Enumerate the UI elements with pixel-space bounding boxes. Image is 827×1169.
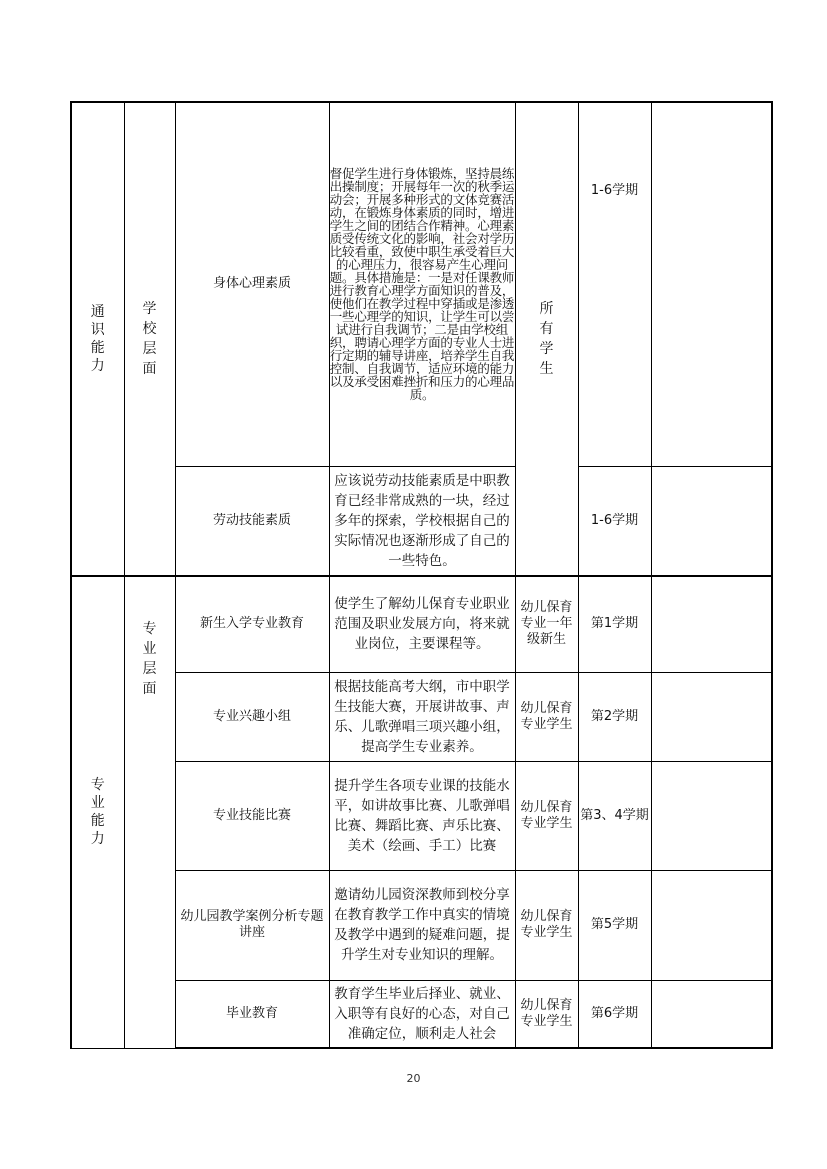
course-cell: 专业兴趣小组 xyxy=(175,672,329,761)
period-cell: 第6学期 xyxy=(578,980,651,1048)
target-cell: 幼儿保育专业学生 xyxy=(515,870,578,980)
period-cell: 1-6学期 xyxy=(578,102,651,466)
ability-cell-professional xyxy=(71,576,124,1048)
description-cell: 根据技能高考大纲，市中职学生技能大赛，开展讲故事、声乐、儿歌弹唱三项兴趣小组，提高学生专业素养。 xyxy=(329,672,515,761)
description-cell: 应该说劳动技能素质是中职教育已经非常成熟的一块，经过多年的探索，学校根据自己的实际情况也逐渐形成了自己的一些特色。 xyxy=(329,466,515,576)
target-cell-all xyxy=(515,102,578,576)
period-cell: 第1学期 xyxy=(578,576,651,672)
course-cell: 新生入学专业教育 xyxy=(175,576,329,672)
target-label-all: 所有学生 xyxy=(539,301,554,377)
course-cell: 幼儿园教学案例分析专题讲座 xyxy=(175,870,329,980)
level-cell-school xyxy=(124,102,175,576)
description-cell: 邀请幼儿园资深教师到校分享在教育教学工作中真实的情境及教学中遇到的疑难问题，提升学生对专业知识的理解。 xyxy=(329,870,515,980)
page-number: 20 xyxy=(406,1072,421,1085)
notes-cell xyxy=(651,761,772,870)
course-cell: 身体心理素质 xyxy=(175,102,329,466)
period-cell: 第3、4学期 xyxy=(578,761,651,870)
level-label-school: 学校层面 xyxy=(142,301,157,377)
ability-label-professional: 专业能力 xyxy=(90,777,105,848)
target-cell: 幼儿保育专业一年级新生 xyxy=(515,576,578,672)
notes-cell xyxy=(651,672,772,761)
activity-table xyxy=(70,101,773,1049)
description-cell: 督促学生进行身体锻炼，坚持晨练出操制度；开展每年一次的秋季运动会；开展多种形式的文体竞赛活动，在锻炼身体素质的同时，增进学生之间的团结合作精神。心理素质受传统文化的影响，社会对学历比较看重，致使中职生承受着巨大的心理压力，很容易产生心理问题。具体措施是：一是对任课教师进行教育心理学方面知识的普及，使他们在教学过程中穿插或是渗透一些心理学的知识，让学生可以尝试进行自我调节；二是由学校组织，聘请心理学方面的专业人士进行定期的辅导讲座，培养学生自我控制、自我调节，适应环境的能力以及承受困难挫折和压力的心理品质。 xyxy=(329,102,515,466)
ability-cell-general xyxy=(71,102,124,576)
level-cell-major xyxy=(124,576,175,1048)
description-cell: 教育学生毕业后择业、就业、入职等有良好的心态，对自己准确定位，顺利走人社会 xyxy=(329,980,515,1048)
period-cell: 第2学期 xyxy=(578,672,651,761)
description-cell: 使学生了解幼儿保育专业职业范围及职业发展方向，将来就业岗位，主要课程等。 xyxy=(329,576,515,672)
target-cell: 幼儿保育专业学生 xyxy=(515,672,578,761)
course-cell: 毕业教育 xyxy=(175,980,329,1048)
target-cell: 幼儿保育专业学生 xyxy=(515,980,578,1048)
level-label-major: 专业层面 xyxy=(142,621,157,697)
notes-cell xyxy=(651,466,772,576)
course-cell: 专业技能比赛 xyxy=(175,761,329,870)
notes-cell xyxy=(651,102,772,466)
ability-label-general: 通识能力 xyxy=(90,304,105,374)
period-cell: 第5学期 xyxy=(578,870,651,980)
description-cell: 提升学生各项专业课的技能水平，如讲故事比赛、儿歌弹唱比赛、舞蹈比赛、声乐比赛、美术（绘画、手工）比赛 xyxy=(329,761,515,870)
target-cell: 幼儿保育专业学生 xyxy=(515,761,578,870)
notes-cell xyxy=(651,870,772,980)
period-cell: 1-6学期 xyxy=(578,466,651,576)
course-cell: 劳动技能素质 xyxy=(175,466,329,576)
notes-cell xyxy=(651,980,772,1048)
notes-cell xyxy=(651,576,772,672)
